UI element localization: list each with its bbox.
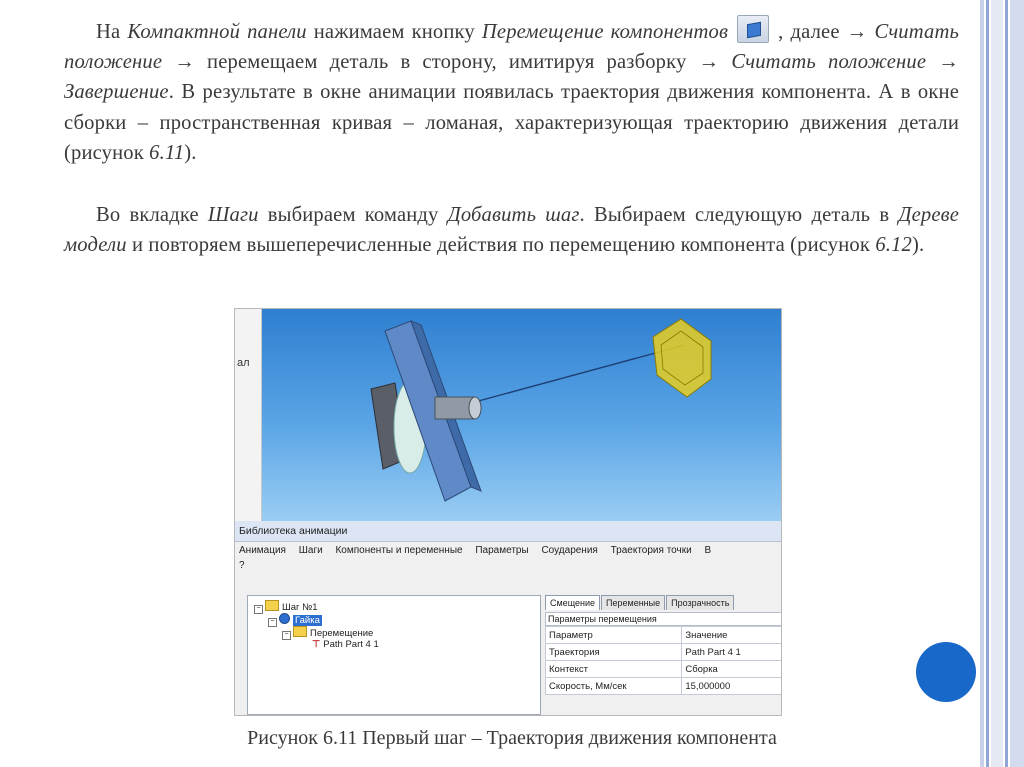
decorative-blue-dot <box>916 642 976 702</box>
figure-caption: Рисунок 6.11 Первый шаг – Траектория движения компонента <box>247 727 777 749</box>
properties-tabs <box>545 595 735 611</box>
tree-node-move[interactable]: − Перемещение <box>282 626 373 640</box>
animation-library-window <box>235 521 781 715</box>
term-compact-panel: Компактной панели <box>127 21 307 43</box>
table-header-row: Параметр Значение <box>546 627 783 644</box>
menu-item-help[interactable]: ? <box>239 560 245 571</box>
table-row[interactable]: Контекст Сборка <box>546 661 783 678</box>
tab-offset[interactable]: Смещение <box>545 595 600 610</box>
decorative-side-border <box>980 0 1024 767</box>
menu-item-more[interactable]: В <box>704 545 712 556</box>
side-panel-label: ал <box>237 357 250 369</box>
tree-node-step[interactable]: − Шаг №1 <box>254 600 318 614</box>
folder-icon <box>293 626 307 637</box>
menu-item-components[interactable]: Компоненты и переменные <box>335 545 463 556</box>
menu-item-collisions[interactable]: Соударения <box>541 545 598 556</box>
params-table <box>545 626 782 695</box>
menu-item-parameters[interactable]: Параметры <box>475 545 529 556</box>
paragraph-1: На Компактной панели нажимаем кнопку Перемещение компонентов , далее → Считать положение → перемещаем деталь в сторону, имитируя разборку → Считать положение → Завершение. В результате в окне анимации появилась траектория движения компонента. А в окне сборки – пространственная кривая – ломаная, характеризующая траекторию движения детали (рисунок 6.11). <box>64 15 959 168</box>
tab-transparency[interactable]: Прозрачность <box>666 595 734 610</box>
move-components-icon <box>737 15 769 43</box>
steps-tree <box>247 595 541 715</box>
figure-screenshot <box>234 308 782 716</box>
term-move-components: Перемещение компонентов <box>481 21 729 43</box>
menu-item-point-path[interactable]: Траектория точки <box>610 545 692 556</box>
menu-bar <box>235 542 781 560</box>
table-row[interactable]: Скорость, Мм/сек 15,000000 <box>546 678 783 695</box>
window-title: Библиотека анимации <box>235 521 781 542</box>
collapse-icon[interactable]: − <box>268 618 277 627</box>
collapse-icon[interactable]: − <box>282 631 291 640</box>
collapse-icon[interactable]: − <box>254 605 263 614</box>
properties-panel <box>543 595 781 715</box>
params-title: Параметры перемещения <box>545 612 782 626</box>
menu-item-steps[interactable]: Шаги <box>298 545 323 556</box>
table-row[interactable]: Траектория Path Part 4 1 <box>546 644 783 661</box>
tree-node-component[interactable]: − Гайка <box>268 613 322 627</box>
component-icon <box>279 613 290 624</box>
paragraph-2: Во вкладке Шаги выбираем команду Добавить шаг. Выбираем следующую деталь в Дереве модели и повторяем вышеперечисленные действия по перемещению компонента (рисунок 6.12). <box>64 204 959 257</box>
3d-assembly-illustration <box>235 309 781 521</box>
path-icon: ⊤ <box>312 639 321 650</box>
menu-item-animation[interactable]: Анимация <box>239 545 286 556</box>
tree-node-path[interactable]: ⊤ Path Part 4 1 <box>312 639 379 650</box>
assembly-viewport <box>235 309 781 521</box>
tab-variables[interactable]: Переменные <box>601 595 665 610</box>
folder-icon <box>265 600 279 611</box>
